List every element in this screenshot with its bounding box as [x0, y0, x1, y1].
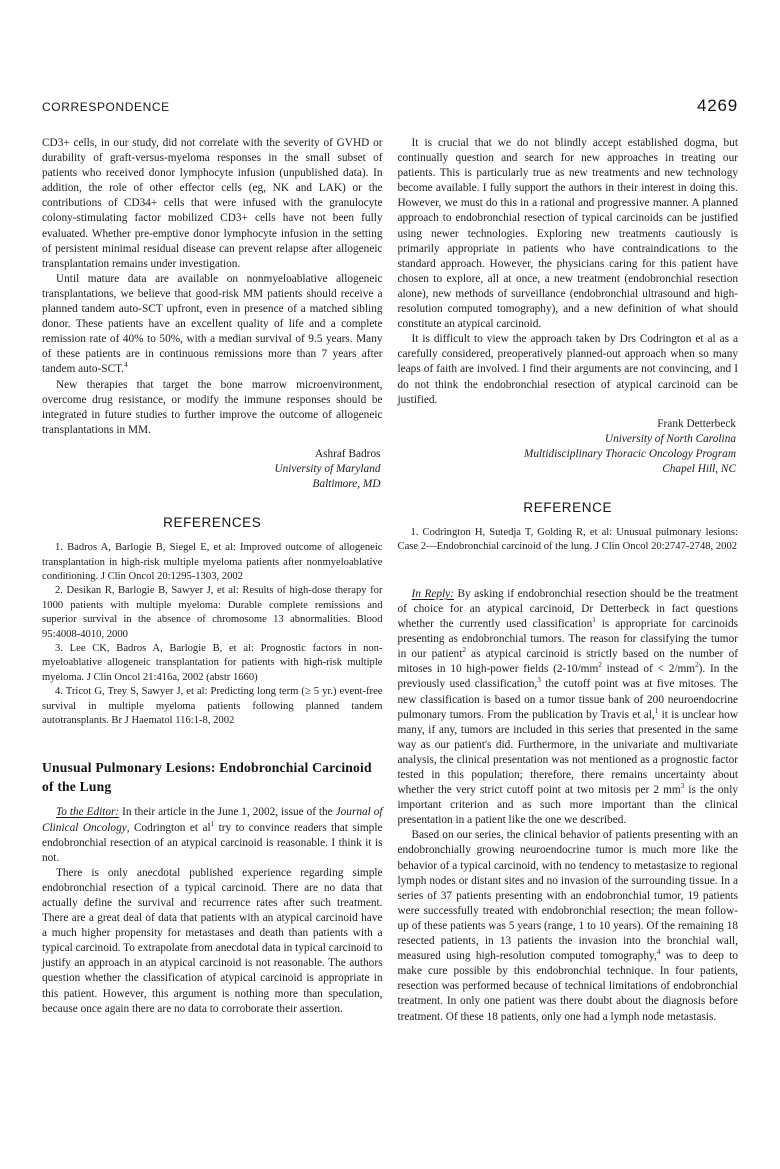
letter-paragraph: There is only anecdotal published experience regarding simple endobronchial resection of a typical carcinoid. There are no data that actually define the survival and recurrence rates after such treatment. There are a great deal of data that patients with an atypical carcinoid have a much higher propensity for metastases and death than patients with a typical carcinoid. To extrapolate from anecdotal data in typical carcinoid to justify an approach in an atypical carcinoid is not reasonable. The authors question whether the classification of atypical carcinoid is appropriate in this patient. However, this argument is nothing more than speculation, because once again there are no data to corroborate their assertion.: [42, 866, 383, 1015]
signature-affiliation: Chapel Hill, NC: [662, 462, 736, 475]
reply-paragraph: Based on our series, the clinical behavior of patients presenting with an endobronchially growing neuroendocrine tumor is much more like the behavior of a typical carcinoid, with no tendency to metastasize to regional lymph nodes or distant sites and no invasion of the surrounding tissue. In a series of 37 patients presenting with an endobronchial tumor, 19 patients were successfully treated with endobronchial resection; the mean follow-up of these patients was 5 years (range, 1 to 10 years). Of the remaining 18 resected patients, in 13 patients the invasion into the bronchial wall, measured using high-resolution computed tomography,$^4$ was to deep to make cure possible by this endobronchial technique. In four patients, resection was performed because of technical limitations of endobronchial treatment. In only one patient was there doubt about the diagnosis before treatment. Of these 18 patients, only one had a lymph node metastasis.: [397, 829, 738, 1023]
paragraph: It is crucial that we do not blindly accept established dogma, but continually question and search for new approaches in treating our patients. This is particularly true as new treatments and new technology become available. I fully support the authors in their interest in doing this. However, we must do this in a rational and progressive manner. A planned approach to endobronchial resection of typical carcinoids can be justified using newer technologies. Exploring new treatments cautiously is primarily appropriate in patients who have contraindications to the standard approach. However, the physicians caring for this patient have chosen to explore, all at once, a new treatment (endobronchial resection alone), new methods of surveillance (endobronchial ultrasound and high-resolution computed tomography), and a new definition of what should constitute an atypical carcinoid.: [397, 137, 738, 331]
reference-item: 3. Lee CK, Badros A, Barlogie B, et al: Prognostic factors in non-myeloablative allogeneic transplantation for patients with high-risk multiple myeloma. J Clin Oncol 21:416a, 2002 (abstr 1660): [42, 643, 383, 683]
reference-item: 2. Desikan R, Barlogie B, Sawyer J, et al: Results of high-dose therapy for 1000 patients with multiple myeloma: Durable complete remissions and superior survival in the absence of chromosome 13 abnormalities. Blood 95:4008-4010, 2000: [42, 585, 383, 640]
signature-affiliation: University of North Carolina: [604, 432, 736, 445]
signature-affiliation: University of Maryland: [274, 462, 381, 475]
reply-section: [398, 587, 739, 1025]
reply-paragraph: In Reply: By asking if endobronchial resection should be the treatment of choice for an atypical carcinoid, Dr Detterbeck in fact questions whether the currently used classification$^1$ is appropriate for carcinoids presenting as endobronchial tumors. The reason for classifying the tumor in our patient$^2$ as atypical carcinoid is strictly based on the number of mitoses in 10 high-power fields ($2-10/mm^2$ instead of < $2/mm^2$). In the previously used classification,$^3$ the cutoff point was at five mitoses. The new classification is based on a tumor tissue bank of 200 neuroendocrine pulmonary tumors. From the publication by Travis et al,$^1$ it is unclear how many, if any, tumors are included in this series that presented in the same way as our patient's did. Furthermore, in the univariate and multivariate analysis, the clinical presentation was not mentioned as a prognostic factor tested in this population; therefore, there remains uncertainty about whether the very strict cutoff point at two mitosis per 2 $mm^3$ is the only important criterion and as such more important than the clinical presentation in a patient like the one we described.: [397, 587, 739, 827]
paragraph: Until mature data are available on nonmyeloablative allogeneic transplantations, we believe that good-risk MM patients should receive a planned tandem auto-SCT upfront, even in presence of a matched sibling donor. These patients have an excellent quality of life and a complete remission rate of 40% to 50%, with a median survival of 9.5 years. Many of these patients are in continuous remissions more than 7 years after tandem auto-SCT.$^4$: [42, 272, 383, 376]
article-title: Unusual Pulmonary Lesions: Endobronchial Carcinoid of the Lung: [42, 760, 372, 795]
reference-item: 1. Codrington H, Sutedja T, Golding R, et al: Unusual pulmonary lesions: Case 2—Endobronchial carcinoid of the lung. J Clin Oncol 20:2747-2748, 2002: [397, 527, 738, 553]
reference-heading: REFERENCE: [523, 500, 613, 516]
signature-block: [42, 447, 383, 492]
page-number: 4269: [696, 96, 738, 115]
right-column: [398, 136, 739, 1025]
signature-name: Frank Detterbeck: [657, 417, 736, 430]
signature-affiliation: Baltimore, MD: [312, 478, 381, 491]
two-column-body: [42, 136, 738, 1025]
letter-paragraph: To the Editor: In their article in the June 1, 2002, issue of the Journal of Clinical Oncology, Codrington et $al^1$ try to convince readers that simple endobronchial resection of an atypical carcinoid is reasonable. I think it is not.: [42, 806, 383, 864]
signature-name: Ashraf Badros: [314, 447, 381, 460]
paragraph: New therapies that target the bone marrow microenvironment, overcome drug resistance, or modify the immune responses should be integrated in future studies to further improve the outcome of allogeneic transplantations in MM.: [42, 378, 383, 436]
reference-item: 1. Badros A, Barlogie B, Siegel E, et al: Improved outcome of allogeneic transplantation in high-risk multiple myeloma patients after nonmyeloablative conditioning. J Clin Oncol 20:1295-1303, 2002: [42, 542, 383, 582]
running-head: CORRESPONDENCE: [42, 100, 170, 114]
signature-block: [398, 417, 739, 477]
signature-affiliation: Multidisciplinary Thoracic Oncology Program: [523, 447, 736, 460]
left-column: [42, 136, 383, 1025]
references-heading: REFERENCES: [163, 515, 262, 531]
paragraph: It is difficult to view the approach taken by Drs Codrington et al as a carefully considered, preoperatively planned-out approach when so many leaps of faith are involved. I find their arguments are not convincing, and I do not think the endobronchial resection of atypical carcinoid can be justified.: [397, 333, 738, 406]
page-header: [42, 96, 738, 116]
paragraph: CD3+ cells, in our study, did not correlate with the severity of GVHD or durability of graft-versus-myeloma responses in the small subset of patients who received donor lymphocyte infusion (unpublished data). In addition, the role of other effector cells (eg, NK and LAK) or the contributions of CD34+ cells that were infused with the granulocyte colony-stimulating factor mobilized CD3+ cells have not been fully evaluated. Whether pre-emptive donor lymphocyte infusion in the setting of persistent minimal residual disease can prevent relapse after allogeneic transplantation remains under investigation.: [42, 137, 383, 270]
reference-item: 4. Tricot G, Trey S, Sawyer J, et al: Predicting long term (≥ 5 yr.) event-free survival in multiple myeloma patients following planned tandem autotransplants. Br J Haematol 116:1-8, 2002: [42, 686, 383, 727]
